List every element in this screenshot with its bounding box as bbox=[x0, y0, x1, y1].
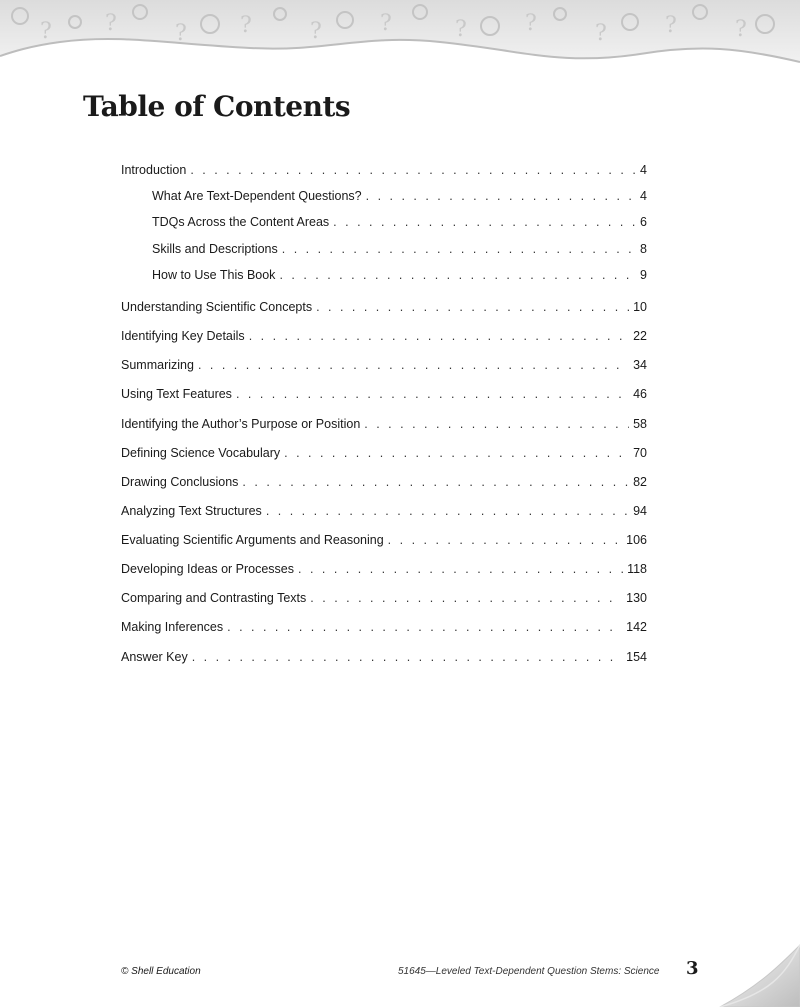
dot-leader bbox=[279, 265, 636, 285]
dot-leader bbox=[333, 212, 636, 232]
svg-text:?: ? bbox=[310, 19, 322, 44]
dot-leader bbox=[242, 472, 629, 492]
toc-entry-label: How to Use This Book bbox=[152, 268, 276, 282]
dot-leader bbox=[198, 355, 629, 375]
toc-subentry bbox=[152, 212, 647, 232]
page-curl-decoration bbox=[690, 935, 800, 1007]
toc-entry-page: 82 bbox=[633, 475, 647, 489]
toc-entry-page: 142 bbox=[626, 620, 647, 634]
toc-entry bbox=[121, 617, 647, 637]
toc-entry bbox=[121, 530, 647, 550]
toc-entry-page: 4 bbox=[640, 189, 647, 203]
toc-entry bbox=[121, 384, 647, 404]
toc-entry-page: 4 bbox=[640, 163, 647, 177]
toc-entry bbox=[121, 355, 647, 375]
toc-entry-page: 130 bbox=[626, 591, 647, 605]
dot-leader bbox=[364, 414, 629, 434]
svg-text:?: ? bbox=[665, 13, 677, 38]
svg-text:?: ? bbox=[525, 11, 537, 36]
toc-entry-page: 9 bbox=[640, 268, 647, 282]
toc-entry-page: 34 bbox=[633, 358, 647, 372]
toc-entry-label: Summarizing bbox=[121, 358, 194, 372]
toc-entry-label: Answer Key bbox=[121, 650, 188, 664]
dot-leader bbox=[266, 501, 629, 521]
toc-entry-label: Introduction bbox=[121, 163, 187, 177]
toc-entry-page: 154 bbox=[626, 650, 647, 664]
dot-leader bbox=[284, 443, 629, 463]
svg-text:?: ? bbox=[380, 11, 392, 36]
toc-entry-label: Analyzing Text Structures bbox=[121, 504, 262, 518]
dot-leader bbox=[310, 588, 622, 608]
toc-entry-label: Identifying Key Details bbox=[121, 329, 245, 343]
footer-copyright: © Shell Education bbox=[121, 966, 201, 977]
toc-entry-page: 6 bbox=[640, 215, 647, 229]
svg-text:?: ? bbox=[455, 17, 467, 42]
dot-leader bbox=[192, 647, 622, 667]
toc-entry bbox=[121, 443, 647, 463]
toc-entry-page: 46 bbox=[633, 387, 647, 401]
svg-text:?: ? bbox=[175, 21, 187, 46]
toc-entry-label: Evaluating Scientific Arguments and Reasoning bbox=[121, 533, 384, 547]
toc-entry-label: Drawing Conclusions bbox=[121, 475, 239, 489]
toc-entry-label: Skills and Descriptions bbox=[152, 242, 278, 256]
toc-entry-label: Identifying the Author’s Purpose or Position bbox=[121, 417, 361, 431]
dot-leader bbox=[298, 559, 623, 579]
toc-entry bbox=[121, 160, 647, 180]
decorative-banner bbox=[0, 0, 800, 70]
toc-subentry bbox=[152, 239, 647, 259]
footer-book-title: 51645—Leveled Text-Dependent Question Stems: Science bbox=[398, 966, 660, 977]
dot-leader bbox=[249, 326, 629, 346]
toc-entry-page: 118 bbox=[627, 562, 647, 576]
dot-leader bbox=[190, 160, 636, 180]
svg-text:?: ? bbox=[40, 19, 52, 44]
toc-entry bbox=[121, 588, 647, 608]
page-number: 3 bbox=[686, 958, 699, 979]
toc-entry bbox=[121, 326, 647, 346]
toc-subentry bbox=[152, 186, 647, 206]
dot-leader bbox=[236, 384, 629, 404]
toc-entry-page: 22 bbox=[633, 329, 647, 343]
toc-entry-label: Comparing and Contrasting Texts bbox=[121, 591, 307, 605]
toc-entry bbox=[121, 559, 647, 579]
toc-entry-label: Defining Science Vocabulary bbox=[121, 446, 281, 460]
toc-entry-page: 8 bbox=[640, 242, 647, 256]
toc-entry bbox=[121, 472, 647, 492]
toc-entry-label: What Are Text-Dependent Questions? bbox=[152, 189, 362, 203]
toc-entry-page: 58 bbox=[633, 417, 647, 431]
dot-leader bbox=[227, 617, 622, 637]
svg-text:?: ? bbox=[595, 21, 607, 46]
svg-text:?: ? bbox=[105, 11, 117, 36]
svg-text:?: ? bbox=[735, 17, 747, 42]
toc-entry-page: 70 bbox=[633, 446, 647, 460]
toc-entry-label: Using Text Features bbox=[121, 387, 232, 401]
toc-entry-page: 94 bbox=[633, 504, 647, 518]
dot-leader bbox=[388, 530, 622, 550]
toc-entry-label: TDQs Across the Content Areas bbox=[152, 215, 330, 229]
toc-entry bbox=[121, 414, 647, 434]
toc-entry-label: Understanding Scientific Concepts bbox=[121, 300, 313, 314]
toc-entry-label: Developing Ideas or Processes bbox=[121, 562, 295, 576]
dot-leader bbox=[316, 297, 629, 317]
page-title: Table of Contents bbox=[83, 90, 351, 123]
toc-entry bbox=[121, 501, 647, 521]
dot-leader bbox=[366, 186, 636, 206]
toc-entry bbox=[121, 647, 647, 667]
dot-leader bbox=[282, 239, 636, 259]
toc-subentry bbox=[152, 265, 647, 285]
toc-entry-page: 10 bbox=[633, 300, 647, 314]
svg-text:?: ? bbox=[240, 13, 252, 38]
toc-entry-page: 106 bbox=[626, 533, 647, 547]
toc-entry bbox=[121, 297, 647, 317]
toc-entry-label: Making Inferences bbox=[121, 620, 224, 634]
